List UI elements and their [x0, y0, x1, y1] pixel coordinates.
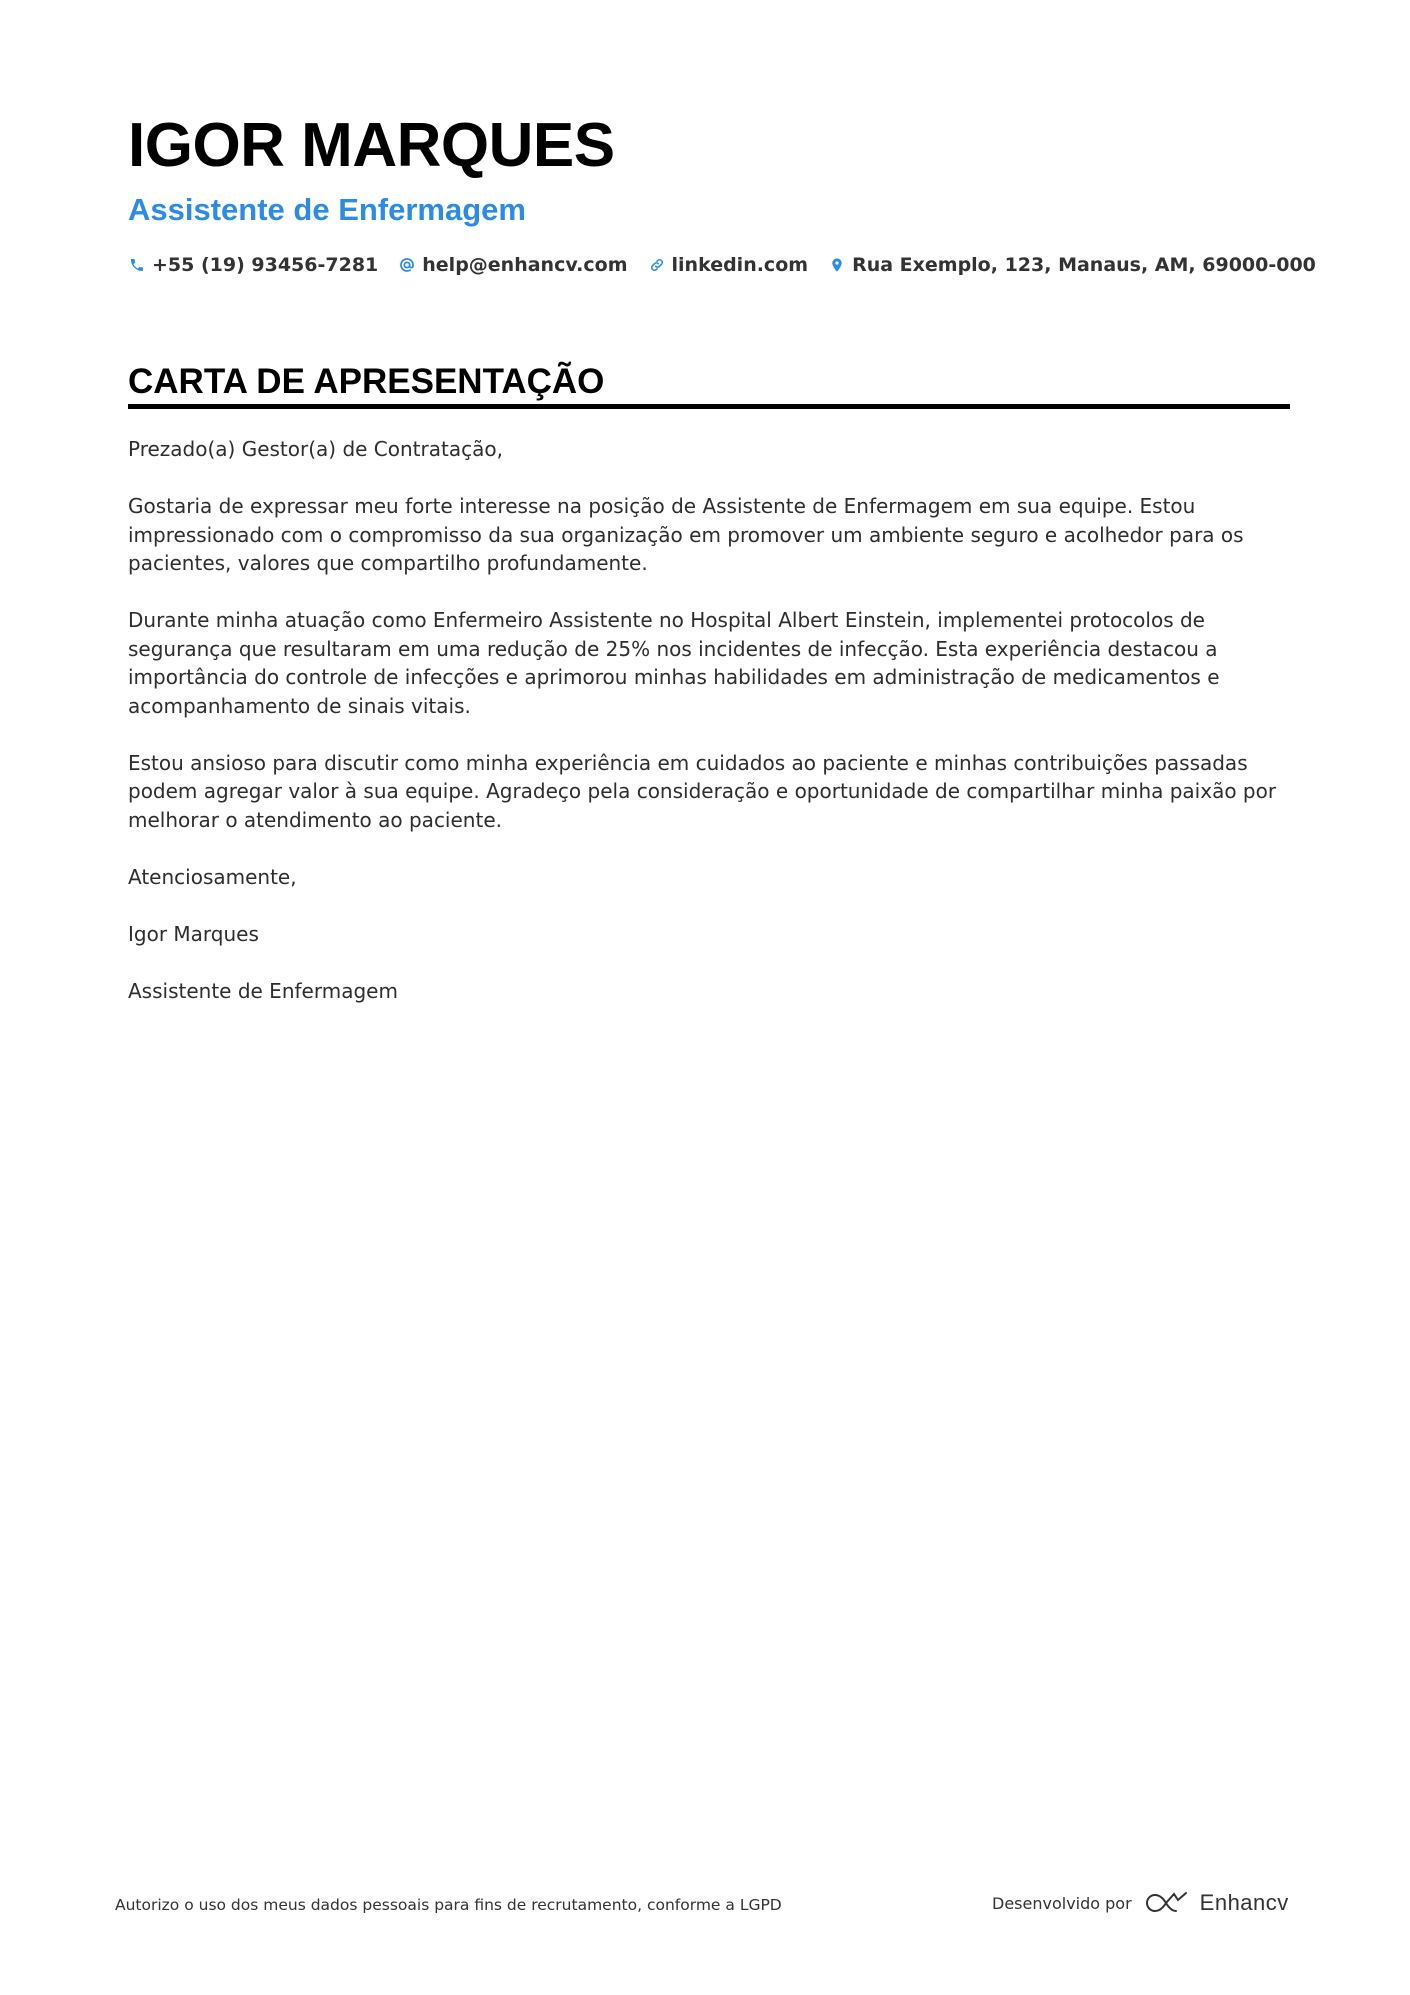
candidate-name: IGOR MARQUES — [128, 111, 615, 180]
powered-by-label: Desenvolvido por — [992, 1893, 1132, 1913]
closing: Atenciosamente, — [128, 864, 297, 889]
paragraph: Durante minha atuação como Enfermeiro Assistente no Hospital Albert Einstein, implementei protocolos de segurança que resultaram em uma redução de 25% nos incidentes de infecção. Esta experiência destacou a importância do controle de infecções e aprimorou minhas habilidades em administração de medicamentos e acompanhamento de sinais vitais. — [128, 608, 1220, 718]
address-text: Rua Exemplo, 123, Manaus, AM, 69000-000 — [852, 254, 1316, 276]
phone-text: +55 (19) 93456-7281 — [152, 254, 379, 276]
link-icon — [648, 256, 666, 274]
contact-phone[interactable] — [128, 254, 378, 276]
map-pin-icon — [828, 256, 846, 274]
at-icon — [398, 256, 416, 274]
contact-link[interactable] — [648, 254, 809, 276]
email-text: help@enhancv.com — [422, 254, 628, 276]
salutation: Prezado(a) Gestor(a) de Contratação, — [128, 437, 503, 461]
enhancv-logo-icon — [1144, 1891, 1190, 1915]
paragraph: Gostaria de expressar meu forte interesse na posição de Assistente de Enfermagem em sua equipe. Estou impressionado com o compromisso da sua organização em promover um ambiente seguro e acolhedor para os pacientes, valores que compartilho profundamente. — [128, 494, 1244, 575]
signature-title: Assistente de Enfermagem — [128, 978, 398, 1003]
paragraph: Estou ansioso para discutir como minha experiência em cuidados ao paciente e minhas contribuições passadas podem agregar valor à sua equipe. Agradeço pela consideração e oportunidade de compartilhar minha paixão por melhorar o atendimento ao paciente. — [128, 750, 1277, 832]
powered-by[interactable] — [992, 1890, 1289, 1916]
phone-icon — [128, 256, 146, 274]
candidate-title: Assistente de Enfermagem — [128, 192, 526, 227]
contact-bar — [128, 254, 1316, 276]
letter-body — [128, 435, 1290, 1005]
consent-note: Autorizo o uso dos meus dados pessoais para fins de recrutamento, conforme a LGPD — [115, 1896, 782, 1914]
brand-name: Enhancv — [1199, 1890, 1289, 1915]
cover-letter-page — [128, 110, 1316, 1034]
contact-email[interactable] — [398, 254, 627, 276]
signature-name: Igor Marques — [128, 921, 259, 946]
section-title: CARTA DE APRESENTAÇÃO — [128, 362, 1290, 409]
link-text: linkedin.com — [671, 254, 809, 276]
contact-address — [828, 254, 1316, 276]
brand-logo[interactable] — [1144, 1890, 1289, 1916]
